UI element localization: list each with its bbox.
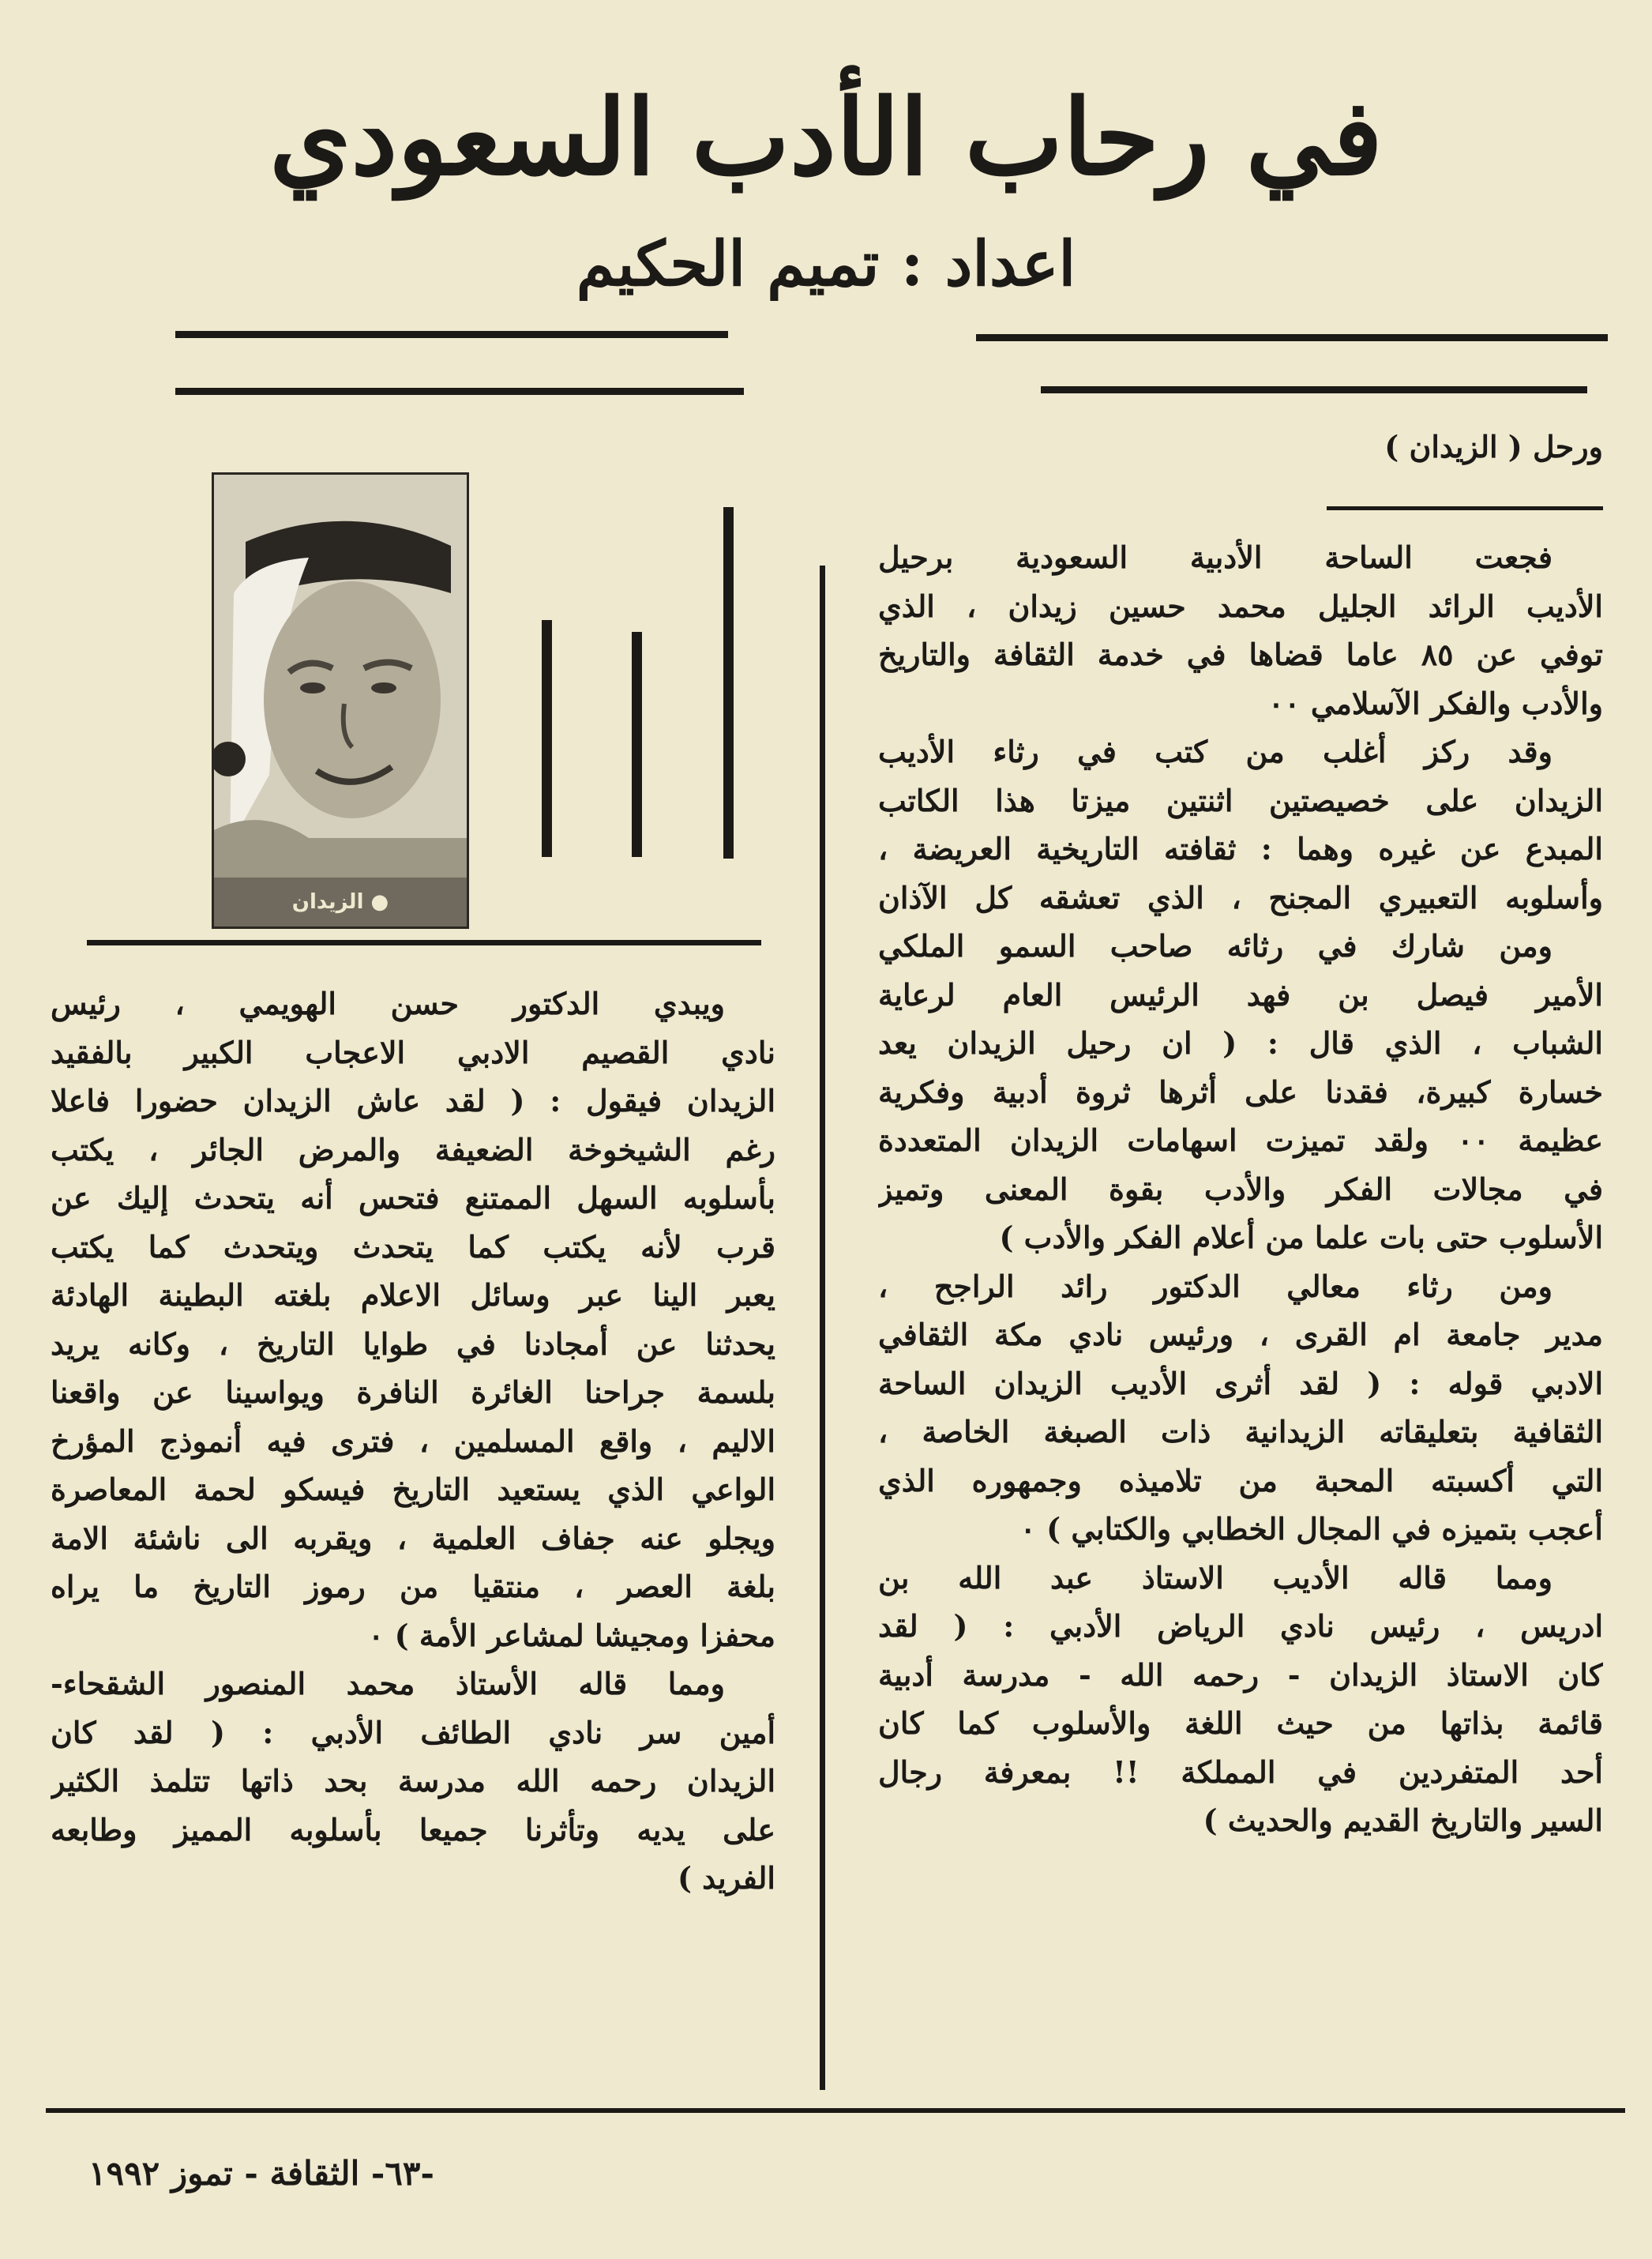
text-line: الادبي قوله : ( لقد أثرى الأديب الزيدان الساحة xyxy=(878,1365,1603,1401)
text-line: على يديه وتأثرنا جميعا بأسلوبه المميز وطابعه xyxy=(51,1811,775,1847)
text-line: الواعي الذي يستعيد التاريخ فيسكو لحمة المعاصرة xyxy=(51,1472,775,1507)
text-line: نادي القصيم الادبي الاعجاب الكبير بالفقيد xyxy=(51,1034,775,1070)
rule-left-2 xyxy=(175,388,744,395)
text-line: توفي عن ٨٥ عاما قضاها في خدمة الثقافة والتاريخ xyxy=(878,637,1603,672)
text-line: الشباب ، الذي قال : ( ان رحيل الزيدان يعد xyxy=(878,1025,1603,1061)
text-line: الأسلوب حتى بات علما من أعلام الفكر والأدب ) xyxy=(999,1220,1603,1255)
text-line: يعبر الينا عبر وسائل الاعلام بلغته البطينة الهادئة xyxy=(51,1277,775,1313)
text-line: ومن شارك في رثائه صاحب السمو الملكي xyxy=(878,928,1553,964)
rule-right-1 xyxy=(976,334,1608,341)
text-line: أعجب بتميزه في المجال الخطابي والكتابي ) ٠ xyxy=(1019,1511,1603,1547)
text-line: أحد المتفردين في المملكة !! بمعرفة رجال xyxy=(878,1753,1603,1790)
column-divider xyxy=(820,566,825,2090)
text-line: الزيدان على خصيصتين اثنتين ميزتا هذا الكاتب xyxy=(878,782,1603,818)
footer-rule xyxy=(46,2108,1625,2113)
text-line: قرب لأنه يكتب كما يتحدث ويتحدث كما يكتب xyxy=(51,1228,775,1265)
text-line: ويجلو عنه جفاف العلمية ، ويقربه الى ناشئة الامة xyxy=(51,1520,775,1556)
text-line: أمين سر نادي الطائف الأدبي : ( لقد كان xyxy=(51,1714,775,1750)
text-line: محفزا ومجيشا لمشاعر الأمة ) ٠ xyxy=(368,1617,775,1653)
text-line: ومما قاله الأستاذ محمد المنصور الشقحاء- xyxy=(51,1666,725,1701)
text-line: يحدثنا عن أمجادنا في طوايا التاريخ ، وكانه يريد xyxy=(51,1325,775,1362)
text-line: خسارة كبيرة، فقدنا على أثرها ثروة أدبية وفكرية xyxy=(878,1073,1603,1110)
text-line: في مجالات الفكر والأدب بقوة المعنى وتميز xyxy=(878,1171,1603,1207)
subhead: ورحل ( الزيدان ) xyxy=(1384,429,1603,464)
decorative-bar-3 xyxy=(723,507,734,859)
text-line: الأمير فيصل بن فهد الرئيس العام لرعاية xyxy=(878,976,1603,1013)
text-line: المبدع عن غيره وهما : ثقافته التاريخية العريضة ، xyxy=(878,831,1603,866)
photo-caption: ● الزيدان xyxy=(214,878,467,927)
text-line: الزيدان فيقول : ( لقد عاش الزيدان حضورا فاعلا xyxy=(51,1083,775,1118)
text-line: ومن رثاء معالي الدكتور رائد الراجح ، xyxy=(878,1268,1553,1304)
page-title: في رحاب الأدب السعودي xyxy=(269,77,1383,199)
text-line: بلغة العصر ، منتقيا من رموز التاريخ ما يراه xyxy=(51,1569,775,1604)
text-line: كان الاستاذ الزيدان - رحمه الله - مدرسة أدبية xyxy=(878,1656,1603,1693)
text-line: ويبدي الدكتور حسن الهويمي ، رئيس xyxy=(51,986,725,1021)
text-line: الثقافية بتعليقاته الزيدانية ذات الصبغة الخاصة ، xyxy=(878,1414,1603,1449)
text-line: الاليم ، واقع المسلمين ، فترى فيه أنموذج المؤرخ xyxy=(51,1423,775,1459)
portrait-photo xyxy=(212,472,469,929)
text-line: ومما قاله الأديب الاستاذ عبد الله بن xyxy=(878,1559,1553,1596)
text-line: قائمة بذاتها من حيث اللغة والأسلوب كما كان xyxy=(878,1705,1603,1741)
text-line: الفريد ) xyxy=(677,1860,775,1896)
byline: اعداد : تميم الحكيم xyxy=(576,228,1076,300)
text-line: السير والتاريخ القديم والحديث ) xyxy=(1203,1802,1603,1838)
text-line: الزيدان رحمه الله مدرسة بحد ذاتها تتلمذ الكثير xyxy=(51,1763,775,1799)
text-line: ادريس ، رئيس نادي الرياض الأدبي : ( لقد xyxy=(878,1608,1603,1644)
rule-left-1 xyxy=(175,331,728,338)
subhead-rule xyxy=(1327,506,1603,510)
text-line: مدير جامعة ام القرى ، ورئيس نادي مكة الثقافي xyxy=(878,1317,1603,1352)
left-column xyxy=(51,979,775,1903)
text-line: وأسلوبه التعبيري المجنح ، الذي تعشقه كل الآذان xyxy=(878,879,1603,915)
text-line: الأديب الرائد الجليل محمد حسين زيدان ، الذي xyxy=(878,588,1603,624)
decorative-bar-1 xyxy=(542,620,552,857)
decorative-bar-2 xyxy=(632,632,642,857)
text-line: والأدب والفكر الآسلامي ٠٠ xyxy=(1267,685,1603,721)
text-line: بأسلوبه السهل الممتنع فتحس أنه يتحدث إليك عن xyxy=(51,1180,775,1216)
text-line: التي أكسبته المحبة من تلاميذه وجمهوره الذي xyxy=(878,1462,1603,1498)
text-line: رغم الشيخوخة الضعيفة والمرض الجائر ، يكتب xyxy=(51,1131,775,1167)
rule-right-2 xyxy=(1041,386,1587,393)
text-line: فجعت الساحة الأدبية السعودية برحيل xyxy=(878,539,1553,575)
text-line: عظيمة ٠٠ ولقد تميزت اسهامات الزيدان المتعددة xyxy=(878,1122,1603,1158)
photo-rule xyxy=(87,940,761,945)
text-line: وقد ركز أغلب من كتب في رثاء الأديب xyxy=(878,734,1553,769)
text-line: بلسمة جراحنا الغائرة النافرة ويواسينا عن واقعنا xyxy=(51,1374,775,1410)
right-column xyxy=(878,533,1603,1845)
page-footer: -٦٣- الثقافة - تموز ١٩٩٢ xyxy=(88,2154,434,2193)
